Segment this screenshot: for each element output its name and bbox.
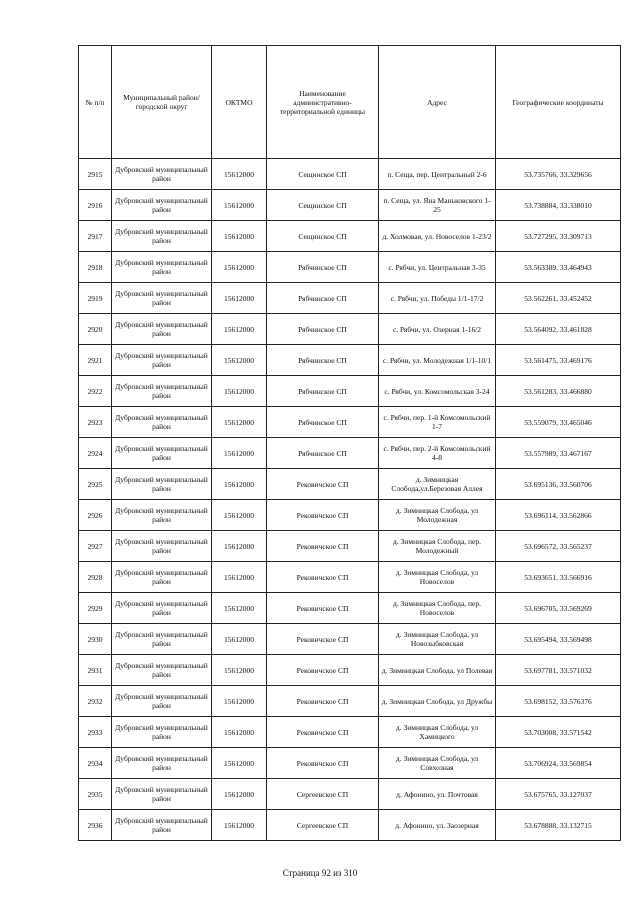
row-number-cell: 2924 xyxy=(79,438,112,469)
coordinates-cell: 53.706924, 33.569854 xyxy=(496,748,621,779)
address-cell: д. Афонино, ул. Почтовая xyxy=(379,779,496,810)
oktmo-cell: 15612000 xyxy=(212,190,267,221)
address-cell: д. Зимницкая Слобода, ул Дружбы xyxy=(379,686,496,717)
oktmo-cell: 15612000 xyxy=(212,593,267,624)
table-row xyxy=(79,252,621,283)
table-row xyxy=(79,500,621,531)
district-cell: Дубровский муниципальный район xyxy=(112,531,212,562)
table-row xyxy=(79,562,621,593)
district-cell: Дубровский муниципальный район xyxy=(112,748,212,779)
coordinates-cell: 53.559079, 33.465046 xyxy=(496,407,621,438)
district-cell: Дубровский муниципальный район xyxy=(112,159,212,190)
row-number-cell: 2919 xyxy=(79,283,112,314)
district-cell: Дубровский муниципальный район xyxy=(112,376,212,407)
address-cell: д. Зимницкая Слобода,ул.Березовая Аллея xyxy=(379,469,496,500)
district-cell: Дубровский муниципальный район xyxy=(112,717,212,748)
table-row xyxy=(79,345,621,376)
admin-unit-cell: Рековичское СП xyxy=(267,717,379,748)
oktmo-cell: 15612000 xyxy=(212,624,267,655)
header-number: № п/п xyxy=(79,46,112,159)
table-row xyxy=(79,686,621,717)
address-cell: д. Афонино, ул. Заозерная xyxy=(379,810,496,841)
admin-unit-cell: Рябчинское СП xyxy=(267,438,379,469)
row-number-cell: 2928 xyxy=(79,562,112,593)
admin-unit-cell: Рябчинское СП xyxy=(267,376,379,407)
header-oktmo: ОКТМО xyxy=(212,46,267,159)
oktmo-cell: 15612000 xyxy=(212,531,267,562)
address-cell: д. Зимницкая Слобода, ул Молодежная xyxy=(379,500,496,531)
table-row xyxy=(79,407,621,438)
table-row xyxy=(79,221,621,252)
coordinates-cell: 53.696572, 33.565237 xyxy=(496,531,621,562)
address-cell: с. Рябчи, пер. 1-й Комсомольский 1-7 xyxy=(379,407,496,438)
row-number-cell: 2922 xyxy=(79,376,112,407)
table-row xyxy=(79,531,621,562)
table-row xyxy=(79,748,621,779)
district-cell: Дубровский муниципальный район xyxy=(112,810,212,841)
coordinates-cell: 53.697781, 33.571032 xyxy=(496,655,621,686)
oktmo-cell: 15612000 xyxy=(212,779,267,810)
oktmo-cell: 15612000 xyxy=(212,810,267,841)
row-number-cell: 2934 xyxy=(79,748,112,779)
table-row xyxy=(79,438,621,469)
admin-unit-cell: Рековичское СП xyxy=(267,748,379,779)
table-row xyxy=(79,159,621,190)
admin-unit-cell: Рековичское СП xyxy=(267,531,379,562)
admin-unit-cell: Сещинское СП xyxy=(267,190,379,221)
oktmo-cell: 15612000 xyxy=(212,159,267,190)
header-admin-unit: Наименование административно-территориальной единицы xyxy=(267,46,379,159)
oktmo-cell: 15612000 xyxy=(212,562,267,593)
row-number-cell: 2927 xyxy=(79,531,112,562)
district-cell: Дубровский муниципальный район xyxy=(112,500,212,531)
coordinates-cell: 53.696114, 33.562866 xyxy=(496,500,621,531)
table-row xyxy=(79,469,621,500)
oktmo-cell: 15612000 xyxy=(212,500,267,531)
row-number-cell: 2921 xyxy=(79,345,112,376)
row-number-cell: 2933 xyxy=(79,717,112,748)
admin-unit-cell: Рябчинское СП xyxy=(267,252,379,283)
row-number-cell: 2918 xyxy=(79,252,112,283)
address-cell: п. Сеща, ул. Яна Маньковского 1-25 xyxy=(379,190,496,221)
oktmo-cell: 15612000 xyxy=(212,686,267,717)
address-cell: д. Холмовая, ул. Новоселов 1-23/2 xyxy=(379,221,496,252)
row-number-cell: 2936 xyxy=(79,810,112,841)
address-cell: д. Зимницкая Слобода, ул Хамицкого xyxy=(379,717,496,748)
row-number-cell: 2920 xyxy=(79,314,112,345)
admin-unit-cell: Рековичское СП xyxy=(267,593,379,624)
row-number-cell: 2925 xyxy=(79,469,112,500)
oktmo-cell: 15612000 xyxy=(212,314,267,345)
coordinates-cell: 53.703008, 33.571542 xyxy=(496,717,621,748)
oktmo-cell: 15612000 xyxy=(212,221,267,252)
district-cell: Дубровский муниципальный район xyxy=(112,190,212,221)
oktmo-cell: 15612000 xyxy=(212,407,267,438)
oktmo-cell: 15612000 xyxy=(212,376,267,407)
oktmo-cell: 15612000 xyxy=(212,717,267,748)
district-cell: Дубровский муниципальный район xyxy=(112,252,212,283)
admin-unit-cell: Рябчинское СП xyxy=(267,345,379,376)
coordinates-cell: 53.675765, 33.127037 xyxy=(496,779,621,810)
oktmo-cell: 15612000 xyxy=(212,345,267,376)
address-cell: с. Рябчи, ул. Победы 1/1-17/2 xyxy=(379,283,496,314)
coordinates-cell: 53.561283, 33.466880 xyxy=(496,376,621,407)
table-header-row xyxy=(79,46,621,159)
admin-unit-cell: Рековичское СП xyxy=(267,624,379,655)
admin-unit-cell: Сещинское СП xyxy=(267,159,379,190)
admin-unit-cell: Рековичское СП xyxy=(267,562,379,593)
row-number-cell: 2929 xyxy=(79,593,112,624)
coordinates-cell: 53.557989, 33.467167 xyxy=(496,438,621,469)
row-number-cell: 2923 xyxy=(79,407,112,438)
coordinates-cell: 53.563389, 33.464943 xyxy=(496,252,621,283)
row-number-cell: 2915 xyxy=(79,159,112,190)
district-cell: Дубровский муниципальный район xyxy=(112,562,212,593)
coordinates-cell: 53.678888, 33.132715 xyxy=(496,810,621,841)
coordinates-cell: 53.738884, 33.338010 xyxy=(496,190,621,221)
row-number-cell: 2917 xyxy=(79,221,112,252)
row-number-cell: 2931 xyxy=(79,655,112,686)
oktmo-cell: 15612000 xyxy=(212,655,267,686)
address-cell: д. Зимницкая Слобода, ул Полевая xyxy=(379,655,496,686)
points-table xyxy=(78,45,621,841)
address-cell: д. Зимницкая Слобода, пер. Новоселов xyxy=(379,593,496,624)
coordinates-cell: 53.727295, 33.309713 xyxy=(496,221,621,252)
address-cell: д. Зимницкая Слобода, ул Совхозная xyxy=(379,748,496,779)
table-row xyxy=(79,283,621,314)
address-cell: с. Рябчи, пер. 2-й Комсомольский 4-8 xyxy=(379,438,496,469)
oktmo-cell: 15612000 xyxy=(212,748,267,779)
table-row xyxy=(79,190,621,221)
district-cell: Дубровский муниципальный район xyxy=(112,438,212,469)
district-cell: Дубровский муниципальный район xyxy=(112,686,212,717)
row-number-cell: 2932 xyxy=(79,686,112,717)
header-address: Адрес xyxy=(379,46,496,159)
coordinates-cell: 53.698152, 33.576376 xyxy=(496,686,621,717)
district-cell: Дубровский муниципальный район xyxy=(112,779,212,810)
admin-unit-cell: Рековичское СП xyxy=(267,686,379,717)
admin-unit-cell: Рековичское СП xyxy=(267,500,379,531)
address-cell: с. Рябчи, ул. Озерная 1-16/2 xyxy=(379,314,496,345)
table-row xyxy=(79,376,621,407)
table-row xyxy=(79,593,621,624)
admin-unit-cell: Рековичское СП xyxy=(267,655,379,686)
address-cell: с. Рябчи, ул. Молодежная 1/1-10/1 xyxy=(379,345,496,376)
row-number-cell: 2935 xyxy=(79,779,112,810)
oktmo-cell: 15612000 xyxy=(212,283,267,314)
row-number-cell: 2930 xyxy=(79,624,112,655)
oktmo-cell: 15612000 xyxy=(212,438,267,469)
oktmo-cell: 15612000 xyxy=(212,252,267,283)
table-row xyxy=(79,779,621,810)
district-cell: Дубровский муниципальный район xyxy=(112,345,212,376)
coordinates-cell: 53.693651, 33.566916 xyxy=(496,562,621,593)
coordinates-cell: 53.695136, 33.560706 xyxy=(496,469,621,500)
table-row xyxy=(79,314,621,345)
page-number: Страница 92 из 310 xyxy=(282,868,358,878)
address-cell: п. Сеща, пер. Центральный 2-6 xyxy=(379,159,496,190)
district-cell: Дубровский муниципальный район xyxy=(112,655,212,686)
admin-unit-cell: Рябчинское СП xyxy=(267,407,379,438)
header-district: Муниципальный район/городской округ xyxy=(112,46,212,159)
row-number-cell: 2916 xyxy=(79,190,112,221)
admin-unit-cell: Сергеевское СП xyxy=(267,810,379,841)
district-cell: Дубровский муниципальный район xyxy=(112,469,212,500)
address-cell: с. Рябчи, ул. Центральная 3-35 xyxy=(379,252,496,283)
address-cell: с. Рябчи, ул. Комсомольская 3-24 xyxy=(379,376,496,407)
table-row xyxy=(79,624,621,655)
district-cell: Дубровский муниципальный район xyxy=(112,593,212,624)
header-coordinates: Географические координаты xyxy=(496,46,621,159)
oktmo-cell: 15612000 xyxy=(212,469,267,500)
coordinates-cell: 53.562261, 33.452452 xyxy=(496,283,621,314)
district-cell: Дубровский муниципальный район xyxy=(112,624,212,655)
coordinates-cell: 53.696705, 33.569269 xyxy=(496,593,621,624)
district-cell: Дубровский муниципальный район xyxy=(112,314,212,345)
admin-unit-cell: Рябчинское СП xyxy=(267,283,379,314)
table-row xyxy=(79,717,621,748)
admin-unit-cell: Сещинское СП xyxy=(267,221,379,252)
address-cell: д. Зимницкая Слобода, ул Новозыбковская xyxy=(379,624,496,655)
coordinates-cell: 53.695494, 33.569498 xyxy=(496,624,621,655)
row-number-cell: 2926 xyxy=(79,500,112,531)
admin-unit-cell: Сергеевское СП xyxy=(267,779,379,810)
admin-unit-cell: Рябчинское СП xyxy=(267,314,379,345)
address-cell: д. Зимницкая Слобода, ул Новоселов xyxy=(379,562,496,593)
admin-unit-cell: Рековичское СП xyxy=(267,469,379,500)
table-row xyxy=(79,810,621,841)
district-cell: Дубровский муниципальный район xyxy=(112,283,212,314)
district-cell: Дубровский муниципальный район xyxy=(112,221,212,252)
coordinates-cell: 53.735766, 33.329656 xyxy=(496,159,621,190)
district-cell: Дубровский муниципальный район xyxy=(112,407,212,438)
coordinates-cell: 53.561475, 33.469176 xyxy=(496,345,621,376)
address-cell: д. Зимницкая Слобода, пер. Молодежный xyxy=(379,531,496,562)
coordinates-cell: 53.564092, 33.461828 xyxy=(496,314,621,345)
table-row xyxy=(79,655,621,686)
table-body xyxy=(79,159,621,841)
